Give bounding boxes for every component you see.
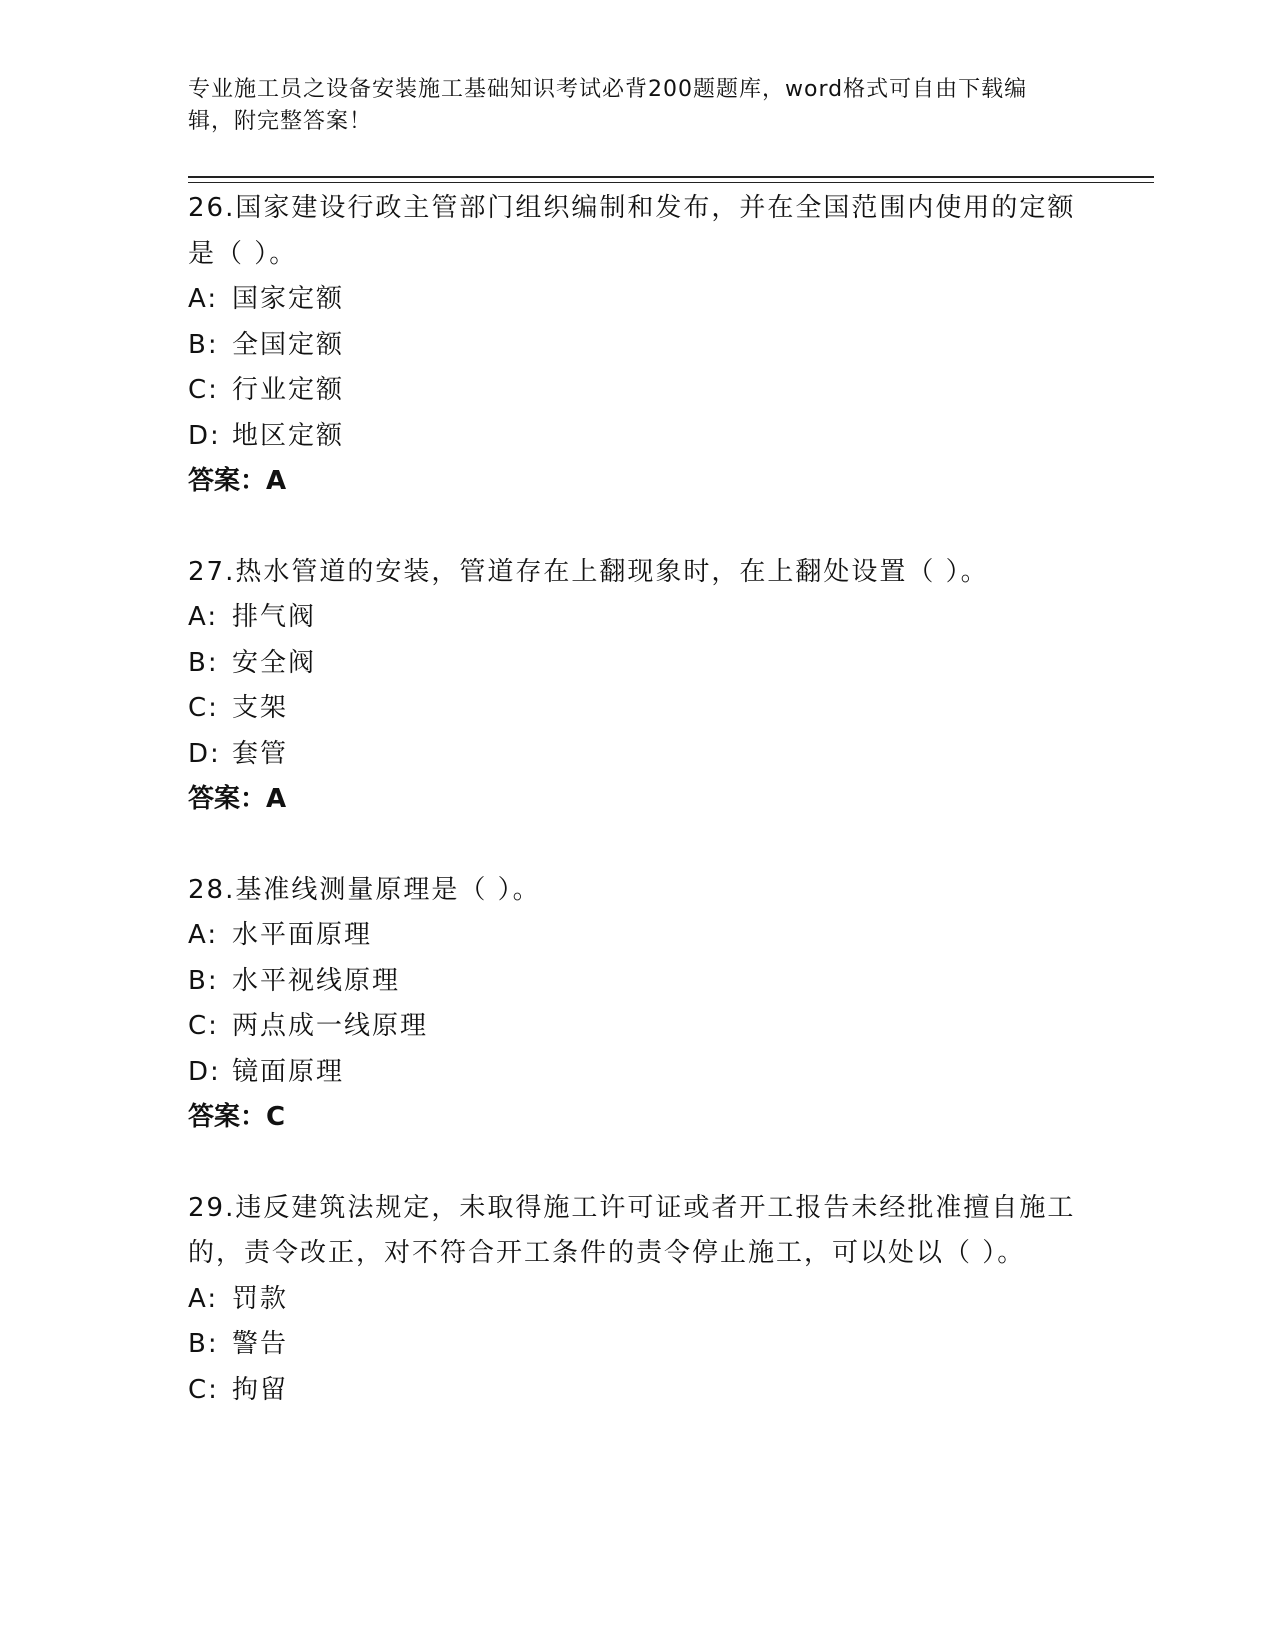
option-d xyxy=(188,732,1088,778)
header-divider-bottom xyxy=(188,182,1154,183)
answer-label: 答案：A xyxy=(188,466,287,496)
option-b xyxy=(188,323,1088,369)
option-a xyxy=(188,595,1088,641)
option-letter: C: xyxy=(188,375,219,405)
question-text: 26.国家建设行政主管部门组织编制和发布，并在全国范围内使用的定额是（ ）。 xyxy=(188,193,1076,269)
option-text: 安全阀 xyxy=(232,647,317,678)
question-26 xyxy=(188,186,1088,505)
option-text: 排气阀 xyxy=(232,602,317,632)
option-letter: B: xyxy=(188,1329,219,1359)
question-29 xyxy=(188,1186,1088,1414)
option-letter: C: xyxy=(188,693,219,723)
option-text: 支架 xyxy=(232,693,289,723)
question-text: 28.基准线测量原理是（ ）。 xyxy=(188,874,541,905)
option-letter: D: xyxy=(188,1056,221,1087)
option-b xyxy=(188,641,1088,687)
option-b xyxy=(188,959,1088,1005)
option-letter: D: xyxy=(188,420,221,451)
option-text: 水平面原理 xyxy=(232,920,373,950)
option-letter: A: xyxy=(188,1283,219,1314)
header-divider-top xyxy=(188,176,1154,178)
option-d xyxy=(188,414,1088,460)
option-letter: B: xyxy=(188,647,219,678)
option-text: 全国定额 xyxy=(232,329,345,360)
option-text: 行业定额 xyxy=(232,375,345,405)
answer-label: 答案：A xyxy=(188,784,287,814)
option-text: 两点成一线原理 xyxy=(232,1011,429,1041)
option-text: 地区定额 xyxy=(232,420,345,451)
option-c xyxy=(188,686,1088,732)
option-a xyxy=(188,277,1088,323)
question-28 xyxy=(188,868,1088,1141)
option-c xyxy=(188,368,1088,414)
option-text: 镜面原理 xyxy=(232,1056,345,1087)
question-spacer xyxy=(188,1141,1088,1186)
option-a xyxy=(188,913,1088,959)
option-d xyxy=(188,1050,1088,1096)
option-a xyxy=(188,1277,1088,1323)
option-letter: A: xyxy=(188,920,219,950)
answer-label: 答案：C xyxy=(188,1102,286,1132)
option-letter: D: xyxy=(188,738,221,769)
option-text: 套管 xyxy=(232,738,289,769)
question-text: 29.违反建筑法规定，未取得施工许可证或者开工报告未经批准擅自施工的，责令改正，对不符合开工条件的责令停止施工，可以处以（ ）。 xyxy=(188,1192,1076,1268)
question-spacer xyxy=(188,823,1088,868)
option-b xyxy=(188,1322,1088,1368)
option-letter: C: xyxy=(188,1374,219,1405)
option-letter: A: xyxy=(188,602,219,632)
question-spacer xyxy=(188,505,1088,550)
option-c xyxy=(188,1004,1088,1050)
option-text: 国家定额 xyxy=(232,284,345,314)
option-letter: B: xyxy=(188,329,219,360)
question-list xyxy=(188,186,1088,1413)
option-letter: C: xyxy=(188,1011,219,1041)
option-letter: A: xyxy=(188,284,219,314)
document-header: 专业施工员之设备安装施工基础知识考试必背200题题库，word格式可自由下载编辑，附完整答案！ xyxy=(188,77,1028,134)
question-27 xyxy=(188,550,1088,823)
option-letter: B: xyxy=(188,965,219,996)
option-text: 拘留 xyxy=(232,1374,289,1405)
option-c xyxy=(188,1368,1088,1414)
option-text: 警告 xyxy=(232,1329,289,1359)
option-text: 水平视线原理 xyxy=(232,965,401,996)
option-text: 罚款 xyxy=(232,1283,289,1314)
question-text: 27.热水管道的安装，管道存在上翻现象时，在上翻处设置（ ）。 xyxy=(188,556,989,587)
